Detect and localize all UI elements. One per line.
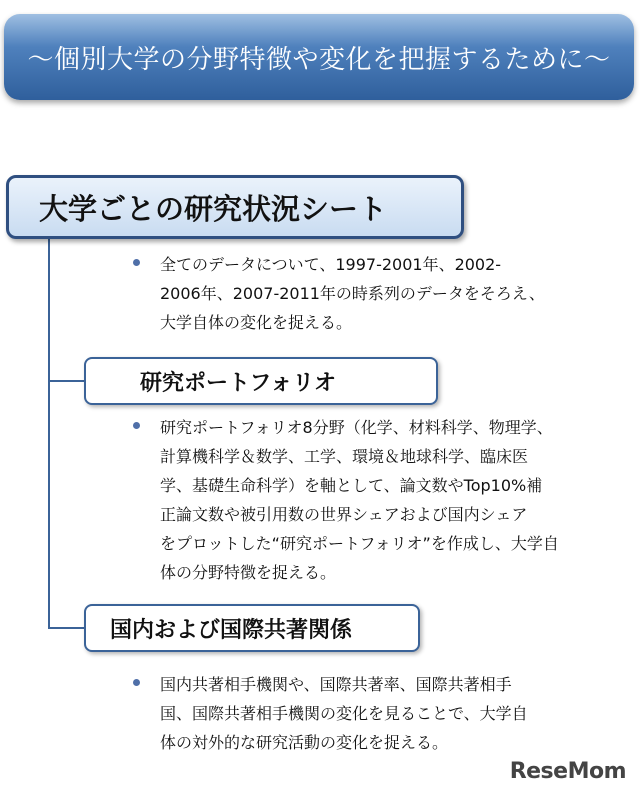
bullet-text: 全てのデータについて、1997-2001年、2002- 2006年、2007-2011年の時系列のデータをそろえ、 大学自体の変化を捉える。 (160, 255, 545, 332)
bullet-text: 研究ポートフォリオ8分野（化学、材料科学、物理学、 計算機科学＆数学、工学、環境＆地球科学、臨床医 学、基礎生命科学）を軸として、論文数やTop10%補 正論文数や被引用数の世界シェアおよび国内シェア をプロットした“研究ポートフォリオ”を作成し、大学自 体の分野特徴を捉える。 (160, 418, 559, 582)
main-title-box (6, 175, 464, 239)
connector-branch-portfolio (48, 380, 84, 382)
bullet-coauthor (133, 670, 528, 757)
portfolio-heading-box (84, 357, 438, 405)
header-banner (4, 14, 634, 100)
banner-title: ～個別大学の分野特徴や変化を把握するために～ (27, 44, 611, 75)
portfolio-heading: 研究ポートフォリオ (140, 370, 337, 396)
connector-line (48, 238, 50, 628)
bullet-timeseries (133, 250, 545, 337)
bullet-portfolio (133, 413, 559, 587)
main-title: 大学ごとの研究状況シート (39, 191, 388, 226)
connector-branch-coauthor (48, 627, 84, 629)
coauthor-heading: 国内および国際共著関係 (110, 617, 353, 643)
bullet-dot (133, 422, 140, 429)
coauthor-heading-box (84, 604, 420, 652)
bullet-dot (133, 679, 140, 686)
resemom-logo: ReseMom (509, 759, 626, 784)
bullet-dot (133, 259, 140, 266)
bullet-text: 国内共著相手機関や、国際共著率、国際共著相手 国、国際共著相手機関の変化を見ることで、大学自 体の対外的な研究活動の変化を捉える。 (160, 675, 528, 752)
